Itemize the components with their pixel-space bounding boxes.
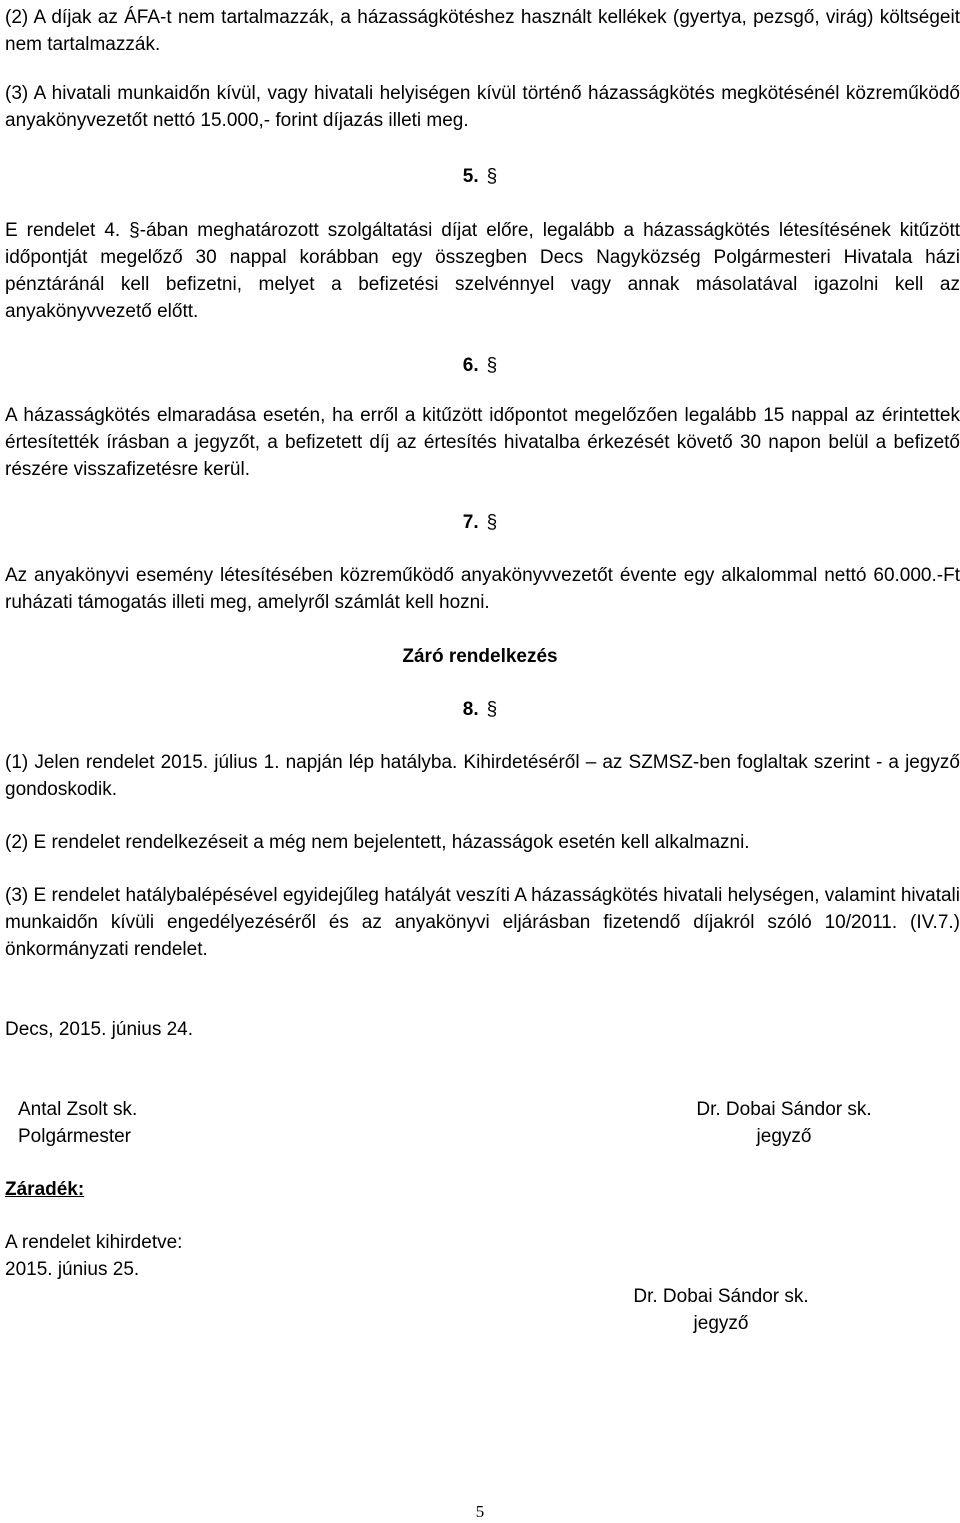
section-7-symbol: § <box>486 512 498 533</box>
section-5-heading <box>0 163 960 190</box>
section-6-number: 6. <box>462 355 479 376</box>
paragraph-4-2: (2) A díjak az ÁFA-t nem tartalmazzák, a házasságkötéshez használt kellékek (gyertya, pezsgő, virág) költségeit nem tartalmazzák. <box>5 7 960 55</box>
section-5-text: E rendelet 4. §-ában meghatározott szolgáltatási díjat előre, legalább a házasságkötés létesítésének kitűzött időpontját megelőző 30 nappal korábban egy összegben Decs Nagyközség Polgármesteri Hivatala házi pénztáránál kell befizetni, melyet a befizetési szelvénnyel vagy annak másolatával igazolni kell az anyakönyvvezető előtt. <box>5 220 960 322</box>
section-6-symbol: § <box>486 355 498 376</box>
zaradek-signature-name: Dr. Dobai Sándor sk. <box>633 1286 809 1307</box>
zaradek-signature-title: jegyző <box>693 1313 749 1334</box>
section-8-symbol: § <box>486 699 498 720</box>
section-8-number: 8. <box>462 699 479 720</box>
zaradek-title: Záradék: <box>5 1179 85 1200</box>
section-8-heading <box>0 696 960 723</box>
mayor-signature-name: Antal Zsolt sk. <box>18 1099 138 1120</box>
zaradek-line-1: A rendelet kihirdetve: <box>5 1232 183 1253</box>
notary-signature-title: jegyző <box>756 1126 812 1147</box>
mayor-signature-title: Polgármester <box>18 1126 131 1147</box>
section-7-text: Az anyakönyvi esemény létesítésében közreműködő anyakönyvvezetőt évente egy alkalommal nettó 60.000.-Ft ruházati támogatás illeti meg, amelyről számlát kell hozni. <box>5 565 960 613</box>
section-8-paragraph-1: (1) Jelen rendelet 2015. július 1. napján lép hatályba. Kihirdetéséről – az SZMSZ-ben foglaltak szerint - a jegyző gondoskodik. <box>5 752 960 800</box>
place-date: Decs, 2015. június 24. <box>5 1019 194 1040</box>
section-6-text: A házasságkötés elmaradása esetén, ha erről a kitűzött időpontot megelőzően legalább 15 nappal az érintettek értesítették írásban a jegyzőt, a befizetett díj az értesítés hivatalba érkezését követő 30 napon belül a befizető részére visszafizetésre kerül. <box>5 405 960 480</box>
section-5-number: 5. <box>462 166 479 187</box>
closing-provisions-title: Záró rendelkezés <box>402 646 558 667</box>
zaradek-line-2: 2015. június 25. <box>5 1259 140 1280</box>
section-7-number: 7. <box>462 512 479 533</box>
page-number: 5 <box>475 1502 485 1521</box>
section-8-paragraph-3: (3) E rendelet hatálybalépésével egyidejűleg hatályát veszíti A házasságkötés hivatali helységen, valamint hivatali munkaidőn kívüli engedélyezéséről és az anyakönyvi eljárásban fizetendő díjakról szóló 10/2011. (IV.7.) önkormányzati rendelet. <box>5 885 960 960</box>
section-6-heading <box>0 352 960 379</box>
paragraph-4-3: (3) A hivatali munkaidőn kívül, vagy hivatali helyiségen kívül történő házasságkötés megkötésénél közreműködő anyakönyvezetőt nettó 15.000,- forint díjazás illeti meg. <box>5 83 960 131</box>
section-7-heading <box>0 509 960 536</box>
notary-signature-name: Dr. Dobai Sándor sk. <box>696 1099 872 1120</box>
section-8-paragraph-2: (2) E rendelet rendelkezéseit a még nem bejelentett, házasságok esetén kell alkalmazni. <box>5 832 750 853</box>
section-5-symbol: § <box>486 166 498 187</box>
